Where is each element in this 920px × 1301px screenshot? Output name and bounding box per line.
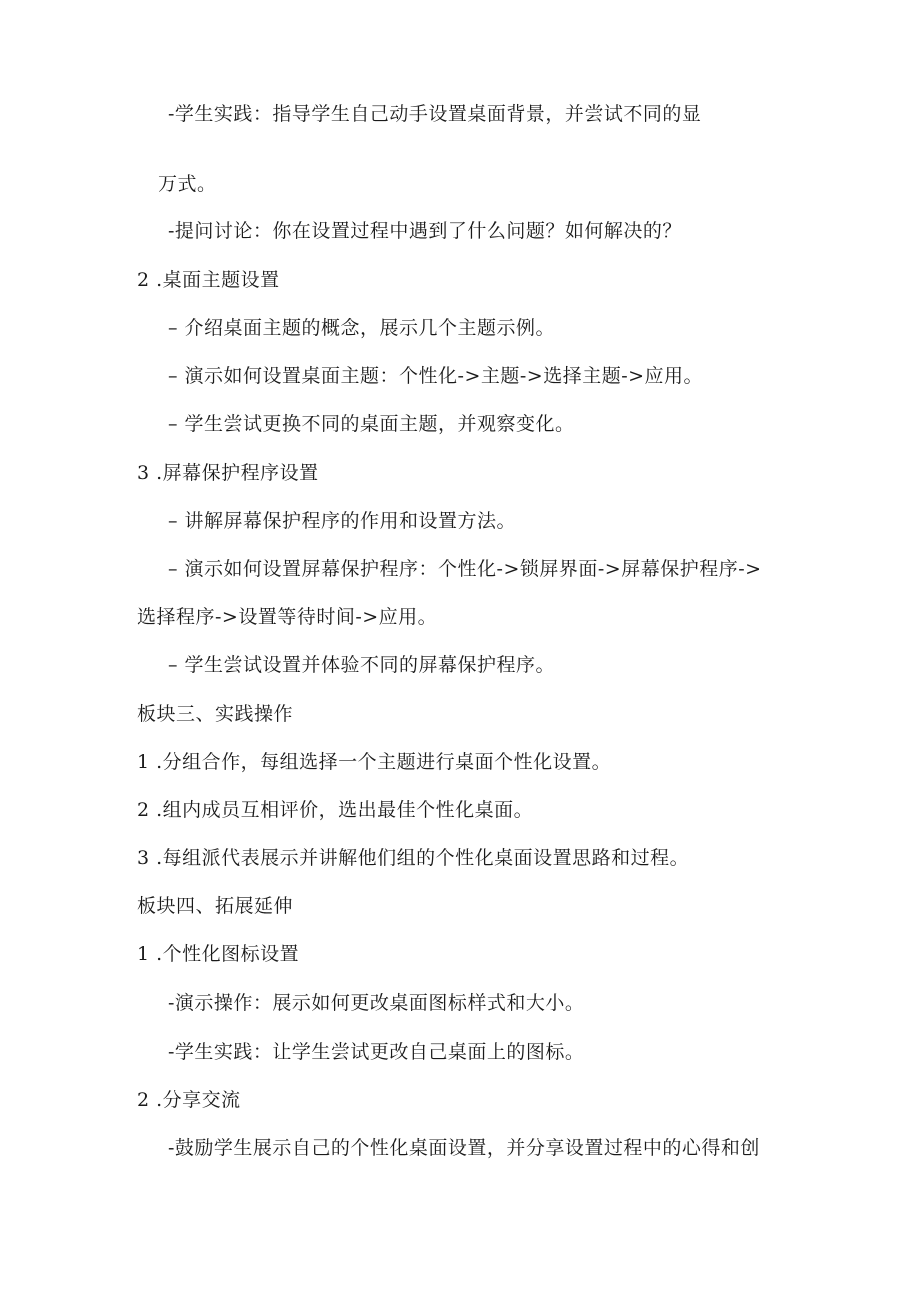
list-item: – 学生尝试设置并体验不同的屏幕保护程序。 bbox=[168, 654, 556, 676]
list-heading: 3 .屏幕保护程序设置 bbox=[137, 462, 319, 484]
list-item: – 介绍桌面主题的概念，展示几个主题示例。 bbox=[168, 317, 556, 339]
list-item: -鼓励学生展示自己的个性化桌面设置，并分享设置过程中的心得和创 bbox=[168, 1137, 760, 1159]
text-line: -学生实践：指导学生自己动手设置桌面背景，并尝试不同的显 bbox=[168, 103, 702, 125]
section-heading: 板块四、拓展延伸 bbox=[137, 895, 294, 917]
list-item: -演示操作：展示如何更改桌面图标样式和大小。 bbox=[168, 992, 585, 1014]
list-item: – 学生尝试更换不同的桌面主题，并观察变化。 bbox=[168, 413, 575, 435]
list-heading: 2 .分享交流 bbox=[137, 1089, 241, 1111]
list-item: 2 .组内成员互相评价，选出最佳个性化桌面。 bbox=[137, 799, 534, 821]
list-item: – 演示如何设置桌面主题：个性化->主题->选择主题->应用。 bbox=[168, 365, 704, 387]
list-item: -学生实践：让学生尝试更改自己桌面上的图标。 bbox=[168, 1041, 585, 1063]
list-heading: 1 .个性化图标设置 bbox=[137, 943, 300, 965]
list-item: 3 .每组派代表展示并讲解他们组的个性化桌面设置思路和过程。 bbox=[137, 847, 690, 869]
section-heading: 板块三、实践操作 bbox=[137, 703, 294, 725]
text-line: 万式。 bbox=[158, 173, 217, 195]
list-item: 1 .分组合作，每组选择一个主题进行桌面个性化设置。 bbox=[137, 751, 612, 773]
list-item: – 演示如何设置屏幕保护程序：个性化->锁屏界面->屏幕保护程序-> bbox=[168, 558, 762, 580]
list-item: – 讲解屏幕保护程序的作用和设置方法。 bbox=[168, 510, 517, 532]
list-heading: 2 .桌面主题设置 bbox=[137, 269, 280, 291]
text-line: 选择程序->设置等待时间->应用。 bbox=[137, 606, 438, 628]
text-line: -提问讨论：你在设置过程中遇到了什么问题？如何解决的？ bbox=[168, 220, 682, 242]
